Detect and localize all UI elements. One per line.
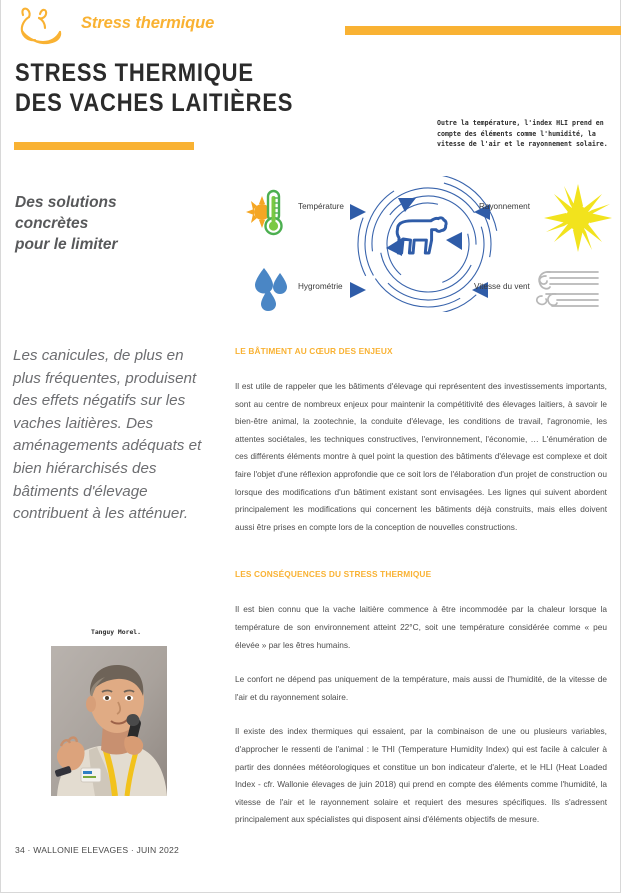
paragraph-batiment-1: Il est utile de rappeler que les bâtiments d'élevage qui représentent des investissements importants, sont au centre de nombreux enjeux pour maintenir la compétitivité des élevages laitiers, à savoir le bien-être animal, la zootechnie, la conduite d'élevage, les conditions de travail, l'agronomie, les attentes sociétales, les techniques constructives, l'environnement, l'économie, … L'énumération de ces différents éléments montre à quel point la question des bâtiments d'élevage est complexe et doit faire l'objet d'une réflexion approfondie que ce soit lors de l'élaboration d'un projet de construction ou lorsque des modifications d'un bâtiment existant sont envisagées. Les lignes qui suivent abordent principalement les modifications qui concernent les bâtiments déjà construits, mais elles doivent aussi être prises en compte lors de la conception de nouvelles constructions. bbox=[235, 381, 607, 532]
section-spacer bbox=[235, 553, 607, 569]
diagram-label-rayonnement: Rayonnement bbox=[479, 202, 530, 211]
page-subtitle bbox=[15, 192, 215, 255]
hli-caption-text: Outre la température, l'index HLI prend en compte des éléments comme l'humidité, la vitesse de l'air et le rayonnement solaire. bbox=[437, 119, 608, 148]
section-kicker: Stress thermique bbox=[81, 14, 215, 32]
page-title bbox=[15, 58, 305, 118]
portrait-photo bbox=[51, 646, 167, 796]
section-heading-consequences: LES CONSÉQUENCES DU STRESS THERMIQUE bbox=[235, 569, 432, 580]
paragraph-consequences-1: Il est bien connu que la vache laitière commence à être incommodée par la chaleur lorsque la température de son environnement atteint 22°C, soit une température considérée comme « peu élevée » par les êtres humains. bbox=[235, 604, 607, 650]
diagram-label-temperature: Température bbox=[298, 202, 344, 211]
article-body bbox=[235, 346, 607, 829]
title-accent-rule bbox=[14, 142, 194, 150]
page-subtitle-line-2: concrètes bbox=[15, 215, 89, 232]
page-title-line-1: STRESS THERMIQUE bbox=[15, 59, 254, 87]
section-heading-batiment: LE BÂTIMENT AU CŒUR DES ENJEUX bbox=[235, 346, 393, 356]
page-footer: 34 · WALLONIE ELEVAGES · JUIN 2022 bbox=[15, 845, 179, 855]
thermal-stress-diagram bbox=[244, 176, 612, 312]
diagram-label-vitesse-du-vent: Vitesse du vent bbox=[474, 282, 530, 291]
paragraph-consequences-3: Il existe des index thermiques qui essaient, par la combinaison de une ou plusieurs variables, d'approcher le ressenti de l'animal : le THI (Temperature Humidity Index) qui est facile à calculer à partir des données météorologiques et constitue un bon indicateur d'alerte, et le HLI (Heat Loaded Index - cfr. Wallonie élevages de juin 2018) qui prend en compte des éléments comme l'humidité, la vitesse de l'air et le rayonnement solaire et requiert des mesures spécifiques. Ils s'adressent principalement aux spécialistes qui disposent ainsi d'éléments objectifs de mesure. bbox=[235, 726, 607, 825]
lede-paragraph: Les canicules, de plus en plus fréquentes, produisent des effets négatifs sur les vaches laitières. Des aménagements adéquats et bien hiérarchisés des bâtiments d'élevage contribuent à les atténuer. bbox=[13, 347, 202, 523]
cow-head-logo-icon bbox=[10, 4, 68, 48]
page-subtitle-line-1: Des solutions bbox=[15, 194, 117, 211]
diagram-label-hygrometrie: Hygrométrie bbox=[298, 282, 343, 291]
page-title-line-2: DES VACHES LAITIÈRES bbox=[15, 89, 294, 117]
photo-caption: Tanguy Morel. bbox=[90, 628, 142, 636]
page-subtitle-line-3: pour le limiter bbox=[15, 236, 118, 253]
header-accent-bar bbox=[345, 26, 621, 35]
paragraph-consequences-2: Le confort ne dépend pas uniquement de la température, mais aussi de l'humidité, de la vitesse de l'air et du rayonnement solaire. bbox=[235, 674, 607, 702]
